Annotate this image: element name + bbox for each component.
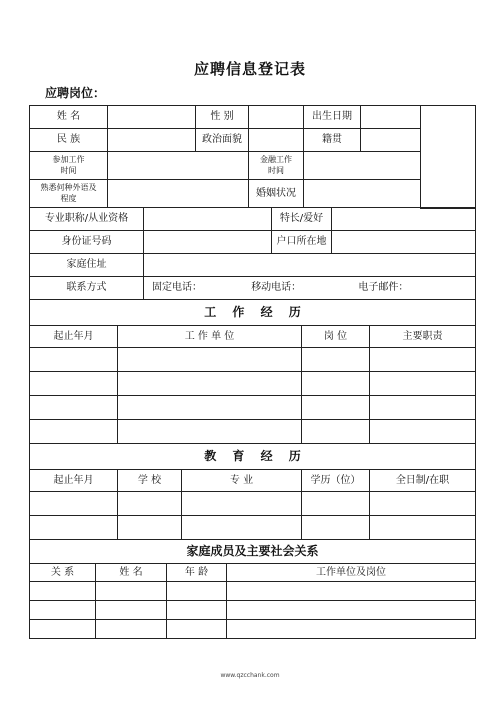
work-col-employer: 工 作 单 位	[118, 326, 302, 348]
family-col-age: 年 龄	[167, 564, 227, 582]
edu-col-period: 起止年月	[30, 470, 118, 492]
edu-col-mode: 全日制/在职	[370, 470, 476, 492]
work-col-period: 起止年月	[30, 326, 118, 348]
gender-label: 性 别	[196, 106, 249, 129]
work-col-duties: 主要职责	[370, 326, 476, 348]
contact-info-table	[29, 207, 476, 300]
home-address-value[interactable]	[144, 254, 476, 277]
title-qualification-value[interactable]	[144, 208, 272, 231]
political-status-value[interactable]	[249, 129, 304, 152]
applied-position-label: 应聘岗位：	[45, 86, 106, 100]
work-start-time-label: 参加工作 时间	[30, 152, 108, 180]
family-table	[29, 539, 476, 639]
table-row	[30, 420, 476, 444]
id-number-label: 身份证号码	[30, 231, 144, 254]
education-heading: 教 育 经 历	[30, 444, 476, 470]
finance-work-time-label: 金融工作 时间	[249, 152, 304, 180]
ethnicity-value[interactable]	[108, 129, 196, 152]
home-address-label: 家庭住址	[30, 254, 144, 277]
family-heading: 家庭成员及主要社会关系	[30, 540, 476, 564]
table-row	[30, 620, 476, 639]
work-col-post: 岗 位	[302, 326, 370, 348]
edu-col-school: 学 校	[118, 470, 182, 492]
footer-url: www.qzcchank.com	[220, 672, 280, 679]
table-row	[30, 582, 476, 601]
birth-date-label: 出生日期	[304, 106, 361, 129]
mobile-label: 移动电话：	[251, 282, 302, 293]
table-row	[30, 348, 476, 372]
work-history-table	[29, 299, 476, 444]
photo-box	[421, 106, 476, 209]
edu-col-degree: 学历（位）	[302, 470, 370, 492]
education-table	[29, 443, 476, 540]
name-value[interactable]	[108, 106, 196, 129]
marital-status-value[interactable]	[304, 180, 421, 208]
finance-work-time-value[interactable]	[304, 152, 421, 180]
title-qualification-label: 专业职称/从业资格	[30, 208, 144, 231]
gender-value[interactable]	[249, 106, 304, 129]
hukou-value[interactable]	[332, 231, 476, 254]
id-number-value[interactable]	[144, 231, 272, 254]
email-label: 电子邮件：	[358, 282, 409, 293]
table-row	[30, 516, 476, 540]
birth-date-value[interactable]	[361, 106, 421, 129]
table-row	[30, 396, 476, 420]
political-status-label: 政治面貌	[196, 129, 249, 152]
table-row	[30, 492, 476, 516]
ethnicity-label: 民 族	[30, 129, 108, 152]
hukou-label: 户口所在地	[272, 231, 332, 254]
table-row	[30, 372, 476, 396]
specialty-value[interactable]	[332, 208, 476, 231]
name-label: 姓 名	[30, 106, 108, 129]
family-col-employer: 工作单位及岗位	[227, 564, 476, 582]
specialty-label: 特长/爱好	[272, 208, 332, 231]
contact-value[interactable]	[144, 277, 476, 300]
edu-col-major: 专 业	[182, 470, 302, 492]
native-place-value[interactable]	[361, 129, 421, 152]
landline-label: 固定电话：	[152, 282, 202, 293]
form-title: 应聘信息登记表	[193, 60, 306, 78]
work-start-time-value[interactable]	[108, 152, 249, 180]
family-col-name: 姓 名	[96, 564, 167, 582]
family-col-relation: 关 系	[30, 564, 96, 582]
basic-info-table	[29, 105, 476, 209]
native-place-label: 籍贯	[304, 129, 361, 152]
contact-label: 联系方式	[30, 277, 144, 300]
table-row	[30, 601, 476, 620]
languages-value[interactable]	[108, 180, 249, 208]
marital-status-label: 婚姻状况	[249, 180, 304, 208]
work-history-heading: 工 作 经 历	[30, 300, 476, 326]
languages-label: 熟悉何种外语及 程度	[30, 180, 108, 208]
